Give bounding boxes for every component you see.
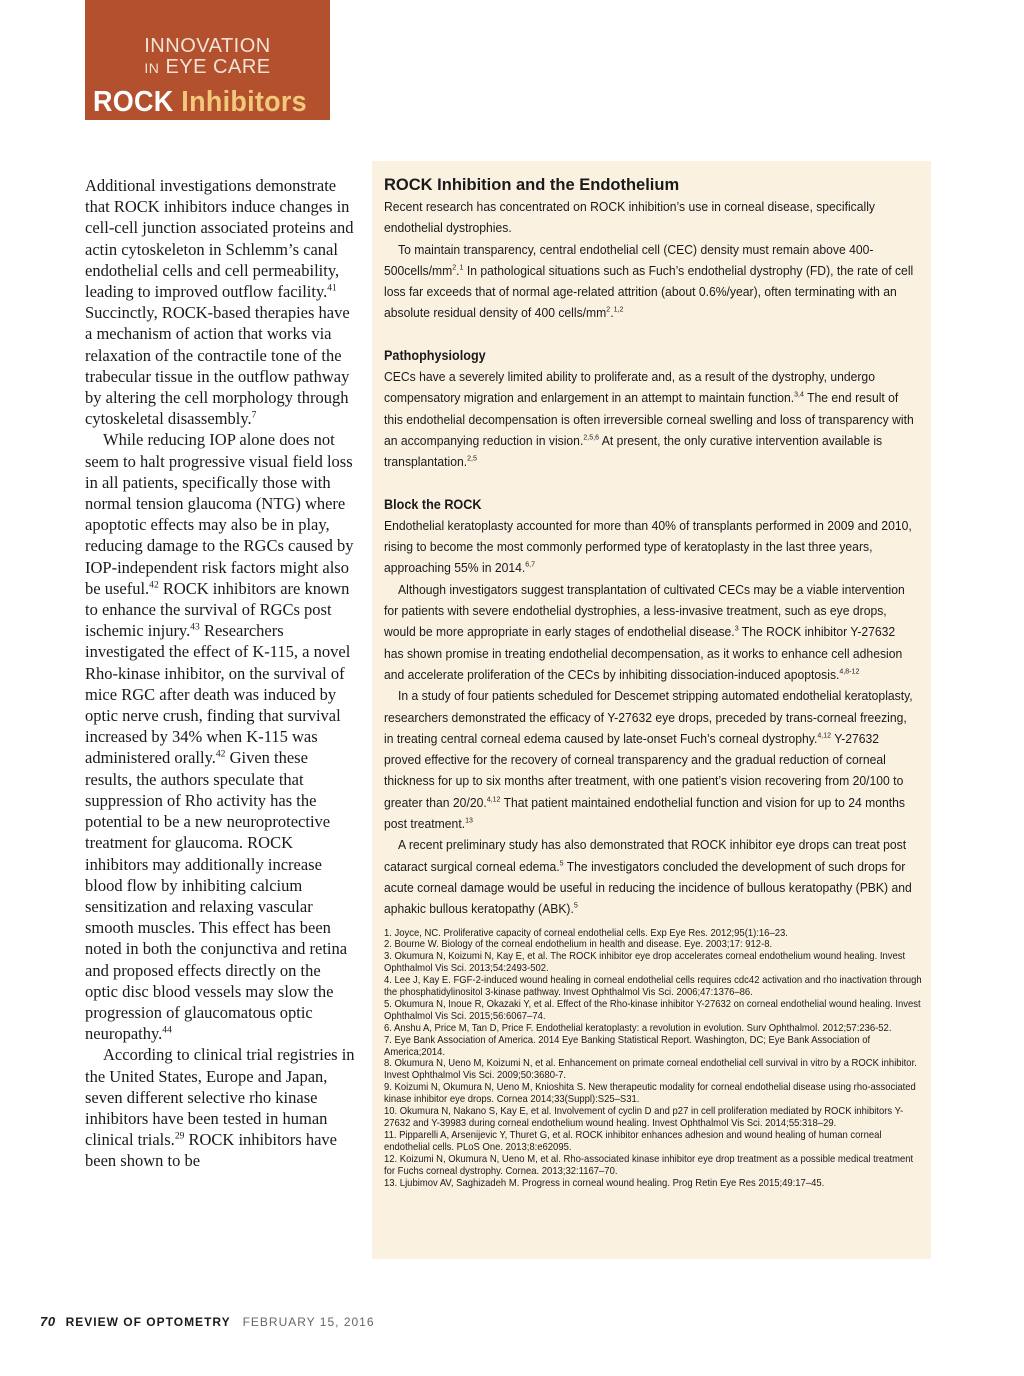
text-run: Endothelial keratoplasty accounted for more than 40% of transplants performed in 2009 and 2010, rising to become the most commonly performed type of keratoplasty in the last three years, approaching 55% in 2014. [384, 517, 912, 576]
sidebar-paragraph [384, 239, 918, 324]
text-run: ROCK inhibitors are known to enhance the survival of RGCs post ischemic injury. [85, 578, 350, 641]
citation-superscript: 2 [606, 305, 611, 315]
banner-title-rock: ROCK [93, 86, 174, 118]
citation-superscript: 3 [734, 624, 739, 634]
citation-superscript: 2 [452, 262, 457, 272]
article-paragraph [85, 175, 357, 429]
citation-superscript: 5 [559, 858, 564, 868]
citation-superscript: 6,7 [525, 560, 536, 570]
citation-superscript: 5 [573, 900, 578, 910]
reference-item: 5. Okumura N, Inoue R, Okazaki Y, et al. Effect of the Rho-kinase inhibitor Y-27632 on corneal endothelial wound healing. Invest Ophthalmol Vis Sci. 2015;56:6067–74. [384, 998, 921, 1022]
citation-superscript: 41 [327, 282, 337, 294]
text-run: The end result of this endothelial decompensation is often irreversible corneal swelling and loss of transparency with an accompanying reduction in vision. [384, 390, 914, 448]
issue-date: FEBRUARY 15, 2016 [242, 1315, 375, 1329]
text-run: The investigators concluded the development of such drops for acute corneal damage would be useful in reducing the incidence of bullous keratopathy (PBK) and aphakic bullous keratopathy (ABK). [384, 858, 912, 917]
citation-superscript: 2,5 [467, 453, 477, 463]
sidebar-paragraph [384, 366, 918, 472]
text-run: . [456, 262, 460, 278]
sidebar-paragraph [384, 196, 918, 239]
sidebar-body [384, 196, 918, 920]
reference-item: 4. Lee J, Kay E. FGF-2-induced wound healing in corneal endothelial cells requires cdc42 activation and rho inactivation through the phosphatidylinositol 3-kinase pathway. Invest Ophthalmol Vis Sci. 2006;47:1376–86. [384, 975, 922, 999]
citation-superscript: 4,12 [486, 794, 501, 804]
sidebar-title: ROCK Inhibition and the Endothelium [384, 176, 680, 194]
sidebar-paragraph [384, 579, 918, 685]
text-run: . [610, 305, 614, 321]
reference-item: 3. Okumura N, Koizumi N, Kay E, et al. The ROCK inhibitor eye drop accelerates corneal endothelium wound healing. Invest Ophthalmol Vis Sci. 2013;54:2493-502. [384, 951, 906, 975]
reference-item: 11. Pipparelli A, Arsenijevic Y, Thuret G, et al. ROCK inhibitor enhances adhesion and wound healing of human corneal endothelial cells. PLoS One. 2013;8:e62095. [384, 1129, 882, 1153]
text-run: Recent research has concentrated on ROCK inhibition’s use in corneal disease, specifically endothelial dystrophies. [384, 199, 875, 236]
sidebar-paragraph [384, 685, 918, 834]
text-run: In pathological situations such as Fuch’s endothelial dystrophy (FD), the rate of cell loss far exceeds that of normal age-related attrition (about 0.6%/year), often terminating with an absolute residual density of 400 cells/mm [384, 262, 914, 321]
text-run: To maintain transparency, central endothelial cell (CEC) density must remain above 400-500cells/mm [384, 241, 874, 278]
text-run: Succinctly, ROCK-based therapies have a mechanism of action that works via relaxation of the contractile tone of the trabecular tissue in the outflow pathway by altering the cell morphology through cytoskeletal disassembly. [85, 303, 350, 429]
sidebar-subheading-block-the-rock: Block the ROCK [384, 496, 482, 512]
text-run: Additional investigations demonstrate that ROCK inhibitors induce changes in cell-cell junction associated proteins and actin cytoskeleton in Schlemm’s canal endothelial cells and cell permeability, leading to improved outflow facility. [85, 176, 354, 302]
banner-eye-care: EYE CARE [165, 56, 271, 78]
reference-item: 9. Koizumi N, Okumura N, Ueno M, Knioshita S. New therapeutic modality for corneal endothelial disease using rho-associated kinase inhibitor eye drops. Cornea 2014;33(Suppl):S25–S31. [384, 1082, 916, 1106]
main-article-column [85, 175, 357, 1172]
citation-superscript: 4,8-12 [839, 666, 860, 676]
citation-superscript: 42 [149, 579, 159, 591]
text-run: According to clinical trial registries in the United States, Europe and Japan, seven different selective rho kinase inhibitors have been tested in human clinical trials. [85, 1045, 355, 1150]
page-number: 70 [40, 1314, 56, 1329]
banner-title-inhibitors: Inhibitors [181, 86, 307, 118]
sidebar-paragraph [384, 515, 918, 579]
citation-superscript: 43 [190, 621, 200, 633]
reference-item: 7. Eye Bank Association of America. 2014 Eye Banking Statistical Report. Washington, DC; Eye Bank Association of America;2014. [384, 1034, 871, 1058]
citation-superscript: 3,4 [794, 390, 804, 400]
citation-superscript: 29 [174, 1130, 185, 1142]
reference-item: 8. Okumura N, Ueno M, Koizumi N, et al. Enhancement on primate corneal endothelial cell survival in vitro by a ROCK inhibitor. Invest Ophthalmol Vis Sci. 2009;50:3680-7. [384, 1058, 917, 1082]
sidebar-paragraph [384, 834, 918, 919]
text-run: In a study of four patients scheduled for Descemet stripping automated endothelial keratoplasty, researchers demonstrated the efficacy of Y-27632 eye drops, preceded by trans-corneal freezing, in treating central corneal edema caused by late-onset Fuch’s corneal dystrophy. [384, 688, 913, 746]
text-run: Y-27632 proved effective for the recovery of corneal transparency and the gradual reduction of corneal thickness for up to six months after treatment, with one patient’s vision recovering from 20/100 to greater than 20/20. [384, 730, 904, 810]
citation-superscript: 2,5,6 [583, 432, 600, 442]
citation-superscript: 44 [162, 1024, 172, 1036]
text-run: While reducing IOP alone does not seem to halt progressive visual field loss in all patients, specifically those with normal tension glaucoma (NTG) where apoptotic effects may also be in play, reducing damage to the RGCs caused by IOP-independent risk factors might also be useful. [85, 430, 354, 598]
reference-item: 12. Koizumi N, Okumura N, Ueno M, et al. Rho-associated kinase inhibitor eye drop treatment as a possible medical treatment for Fuchs corneal dystrophy. Cornea. 2013;32:1167–70. [384, 1153, 914, 1177]
text-run: Given these results, the authors speculate that suppression of Rho activity has the potential to be a new neuroprotective treatment for glaucoma. ROCK inhibitors may additionally increase blood flow by inhibiting calcium sensitization and relaxing vascular smooth muscles. This effect has been noted in both the conjunctiva and retina and proposed effects directly on the optic disc blood vessels may slow the progression of glaucomatous optic neuropathy. [85, 748, 348, 1044]
page-footer [40, 1314, 375, 1329]
citation-superscript: 7 [251, 409, 257, 421]
citation-superscript: 4,12 [817, 730, 832, 740]
text-run: At present, the only curative intervention available is transplantation. [384, 432, 883, 470]
section-banner [85, 0, 330, 120]
text-run: CECs have a severely limited ability to proliferate and, as a result of the dystrophy, undergo compensatory migration and enlargement in an attempt to maintain function. [384, 369, 875, 406]
text-run: That patient maintained endothelial function and vision for up to 24 months post treatment. [384, 794, 905, 832]
text-run: The ROCK inhibitor Y-27632 has shown promise in treating endothelial decompensation, as it works to enhance cell adhesion and accelerate proliferation of the CECs by inhibiting dissociation-induced apoptosis. [384, 624, 903, 682]
reference-item: 13. Ljubimov AV, Saghizadeh M. Progress in corneal wound healing. Prog Retin Eye Res 2015;49:17–45. [384, 1177, 825, 1189]
article-paragraph [85, 1044, 357, 1171]
reference-list [384, 928, 925, 1190]
sidebar-subheading-pathophysiology: Pathophysiology [384, 347, 486, 363]
citation-superscript: 42 [215, 748, 226, 760]
citation-superscript: 1,2 [613, 305, 624, 315]
banner-title [93, 86, 307, 118]
citation-superscript: 1 [459, 262, 464, 272]
reference-item: 2. Bourne W. Biology of the corneal endothelium in health and disease. Eye. 2003;17: 912-8. [384, 939, 773, 951]
sidebar-box [372, 161, 931, 1259]
text-run: ROCK inhibitors have been shown to be [85, 1130, 337, 1171]
citation-superscript: 13 [465, 815, 473, 825]
reference-item: 6. Anshu A, Price M, Tan D, Price F. Endothelial keratoplasty: a revolution in evolution. Surv Ophthalmol. 2012;57:236-52. [384, 1022, 892, 1034]
article-paragraph [85, 429, 357, 1044]
text-run: A recent preliminary study has also demonstrated that ROCK inhibitor eye drops can treat post cataract surgical corneal edema. [384, 837, 907, 874]
text-run: Researchers investigated the effect of K-115, a novel Rho-kinase inhibitor, on the survival of mice RGC after death was induced by optic nerve crush, finding that survival increased by 34% when K-115 was administered orally. [85, 621, 351, 768]
reference-item: 1. Joyce, NC. Proliferative capacity of corneal endothelial cells. Exp Eye Res. 2012;95(1):16–23. [384, 927, 788, 939]
text-run: Although investigators suggest transplantation of cultivated CECs may be a viable intervention for patients with severe endothelial dystrophies, a less-invasive treatment, such as eye drops, would be more appropriate in early stages of endothelial disease. [384, 581, 905, 640]
banner-line-eye-care [85, 57, 330, 79]
reference-item: 10. Okumura N, Nakano S, Kay E, et al. Involvement of cyclin D and p27 in cell proliferation mediated by ROCK inhibitors Y-27632 and Y-39983 during corneal endothelium wound healing. Invest Ophthalmol Vis Sci. 2014;55:318–29. [384, 1106, 904, 1129]
banner-line-innovation: INNOVATION [144, 35, 271, 57]
banner-in: IN [144, 60, 160, 76]
publication-name: REVIEW OF OPTOMETRY [65, 1315, 231, 1329]
